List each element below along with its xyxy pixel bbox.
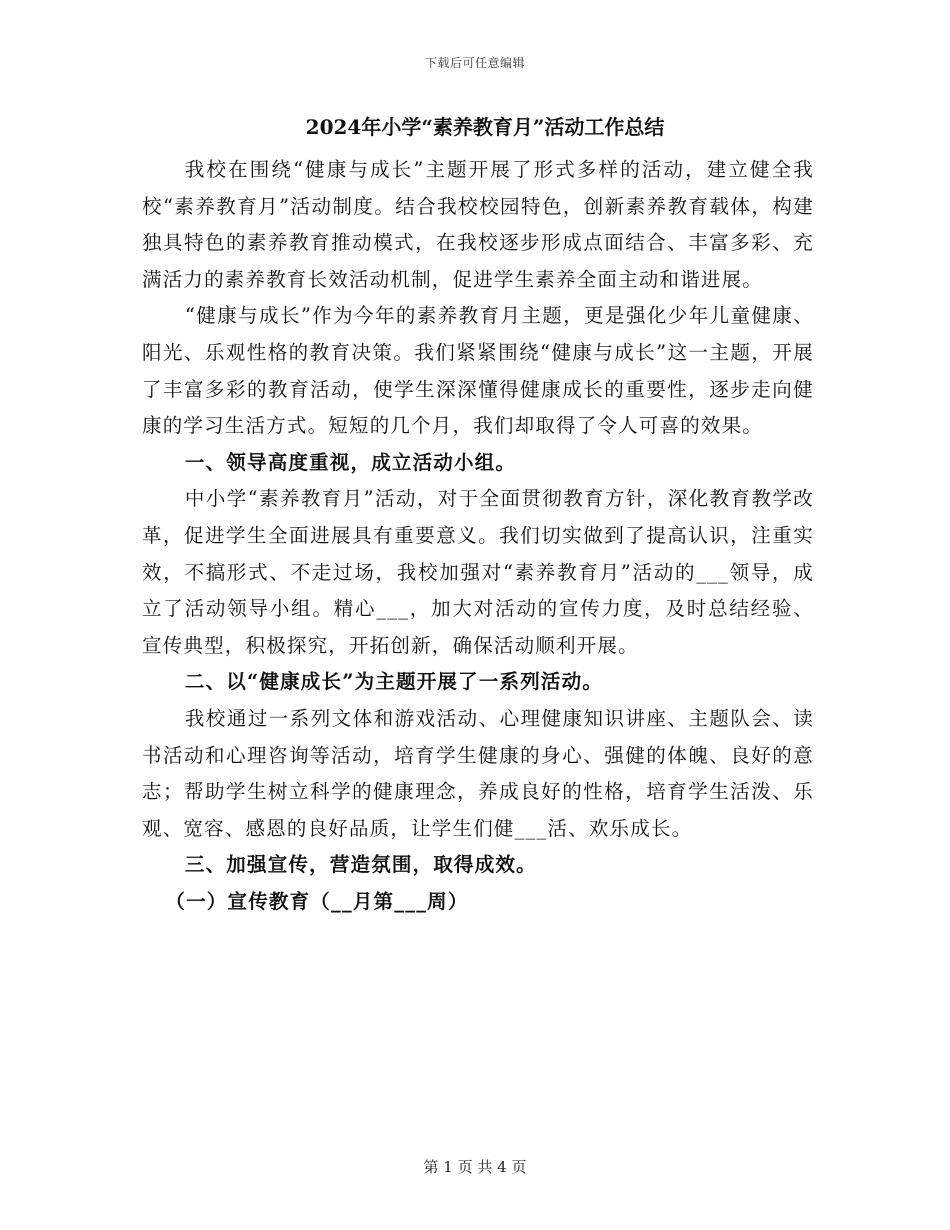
section-heading-3: 三、加强宣传，营造氛围，取得成效。 <box>184 853 537 877</box>
subsection-heading-1: （一）宣传教育（__月第___周） <box>165 889 469 913</box>
section-heading-2: 二、以“健康成长”为主题开展了一系列活动。 <box>184 670 604 694</box>
section-1-paragraph: 中小学“素养教育月”活动，对于全面贯彻教育方针，深化教育教学改革，促进学生全面进展具有重要意义。我们切实做到了提高认识，注重实效，不搞形式、不走过场，我校加强对“素养教育月”活动的___领导，成立了活动领导小组。精心___，加大对活动的宣传力度，及时总结经验、宣传典型，积极探究，开拓创新，确保活动顺利开展。 <box>142 487 814 657</box>
document-body <box>142 112 814 920</box>
intro-paragraph: 我校在围绕“健康与成长”主题开展了形式多样的活动，建立健全我校“素养教育月”活动制度。结合我校校园特色，创新素养教育载体，构建独具特色的素养教育推动模式，在我校逐步形成点面结合、丰富多彩、充满活力的素养教育长效活动机制，促进学生素养全面主动和谐进展。 <box>142 158 814 291</box>
document-title: 2024年小学“素养教育月”活动工作总结 <box>305 115 665 139</box>
page-footer: 第 1 页 共 4 页 <box>423 1158 527 1176</box>
header-note: 下载后可任意编辑 <box>424 56 525 70</box>
section-heading-1: 一、领导高度重视，成立活动小组。 <box>184 450 517 474</box>
section-2-paragraph: 我校通过一系列文体和游戏活动、心理健康知识讲座、主题队会、读书活动和心理咨询等活动，培育学生健康的身心、强健的体魄、良好的意志；帮助学生树立科学的健康理念，养成良好的性格，培育学生活泼、乐观、宽容、感恩的良好品质，让学生们健___活、欢乐成长。 <box>142 706 814 840</box>
theme-paragraph: “健康与成长”作为今年的素养教育月主题，更是强化少年儿童健康、阳光、乐观性格的教育决策。我们紧紧围绕“健康与成长”这一主题，开展了丰富多彩的教育活动，使学生深深懂得健康成长的重要性，逐步走向健康的学习生活方式。短短的几个月，我们却取得了令人可喜的效果。 <box>142 304 814 438</box>
